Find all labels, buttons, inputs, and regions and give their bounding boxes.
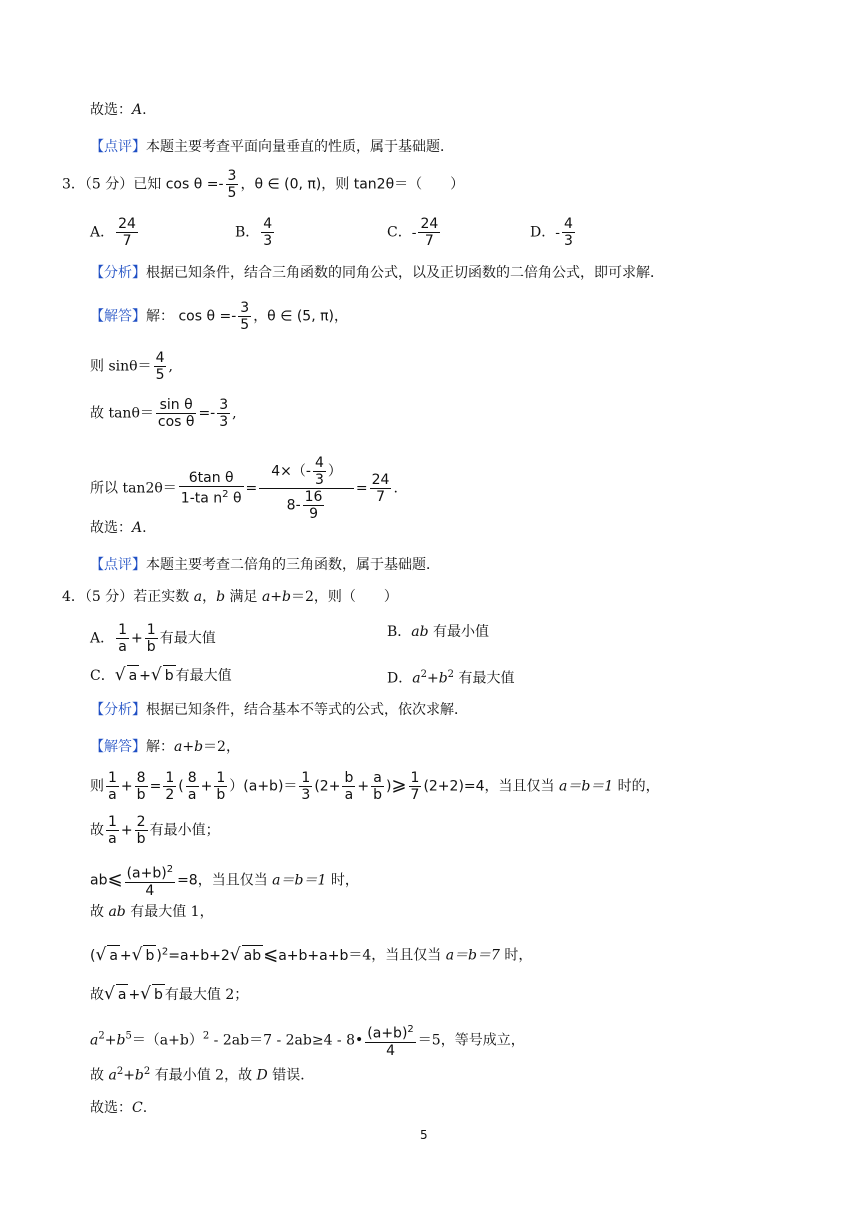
comment-line-3: 【点评】本题主要考查二倍角的三角函数，属于基础题． xyxy=(90,557,440,573)
comment-tag: 【点评】 xyxy=(90,139,146,155)
analysis-line-4: 【分析】根据已知条件，结合基本不等式的公式，依次求解． xyxy=(90,702,468,718)
option-d: D．- $\frac{4}{3}$ xyxy=(530,216,573,249)
inequality-line-6: 故√ a +√ b 有最大值 2； xyxy=(90,984,249,1004)
solution-line-3: 【解答】解： cos θ =- $\frac{3}{5}$ ，θ ∈ (5, π)， xyxy=(90,300,349,333)
solution-line-4: 【解答】解：a+b＝2， xyxy=(90,739,240,755)
inequality-line-2: 故 $\frac{1}{a}$ + $\frac{2}{b}$ 有最小值； xyxy=(90,814,220,847)
question-3-stem: 3．（5 分）已知 cos θ =- $\frac{3}{5}$ ，θ ∈ (0, π)，则 tan2θ＝（ ） xyxy=(62,168,465,201)
option-c: C．- $\frac{24}{7}$ xyxy=(387,216,439,249)
option-c: C．√ a +√ b 有最大值 xyxy=(90,665,232,685)
inequality-line-1: 则 $\frac{1}{a}$ + $\frac{8}{b}$ = $\frac{1}{2}$ ( $\frac{8}{a}$ + $\frac{1}{b}$ ）(a+b)＝ $\frac{1}{3}$ (2+ $\frac{b}{a}$ + $\frac{a}{b}$ )⩾ $\frac{1}{7}$ (2+2)=4，当且仅当 a＝b＝1 时的， xyxy=(90,770,660,803)
option-a: A． $\frac{24}{7}$ xyxy=(90,216,136,249)
comment-line-1: 【点评】本题主要考查平面向量垂直的性质，属于基础题． xyxy=(90,139,454,155)
inequality-line-8: 故 $a^2+b^2$ 有最小值 2，故 D 错误． xyxy=(90,1066,315,1084)
tan2-line: 所以 tan2θ＝ $\frac{\text{6tan θ}}{1-ta n^2 \theta}$ = 4×（- $\frac{4}{3}$ ） 8- $\frac{16}{9}$ = $\frac{24}{7}$ . xyxy=(90,455,398,522)
option-a: A． $\frac{1}{a}$ + $\frac{1}{b}$ 有最大值 xyxy=(90,622,216,655)
page-number: 5 xyxy=(420,1128,428,1142)
question-4-stem: 4．（5 分）若正实数 a，b 满足 a+b＝2，则（ ） xyxy=(62,589,398,605)
option-d: D．$a^2+b^2$ 有最大值 xyxy=(387,669,515,687)
sin-line: 则 sinθ＝ $\frac{4}{5}$ , xyxy=(90,350,173,383)
inequality-line-7: $a^2+b^5=(a+b)^2 - 2ab=7 - 2ab\ge 4$ - 8• $\frac{(a+b)^2}{4}$ ＝5，等号成立， xyxy=(90,1024,525,1059)
option-b: B．ab 有最小值 xyxy=(387,624,490,640)
inequality-line-4: 故 ab 有最大值 1， xyxy=(90,904,214,920)
choose-line-3: 故选：A. xyxy=(90,520,147,536)
choose-line-1: 故选：A. xyxy=(90,102,147,118)
fraction: $\frac{3}{5}$ xyxy=(227,168,237,201)
tan-line: 故 tanθ＝ $\frac{\text{sin θ}}{\text{cos θ}}$ =- $\frac{3}{3}$ , xyxy=(90,397,237,430)
inequality-line-5: (√ a +√ b )$^2$=a+b+2√ ab ⩽a+b+a+b＝4，当且仅当 a＝b＝7 时， xyxy=(90,943,533,965)
option-b: B． $\frac{4}{3}$ xyxy=(235,216,273,249)
choose-line-4: 故选：C. xyxy=(90,1100,148,1116)
inequality-line-3: ab⩽ $\frac{(a+b)^2}{4}$ =8，当且仅当 a＝b＝1 时， xyxy=(90,864,359,899)
analysis-line-3: 【分析】根据已知条件，结合三角函数的同角公式，以及正切函数的二倍角公式，即可求解． xyxy=(90,265,664,281)
